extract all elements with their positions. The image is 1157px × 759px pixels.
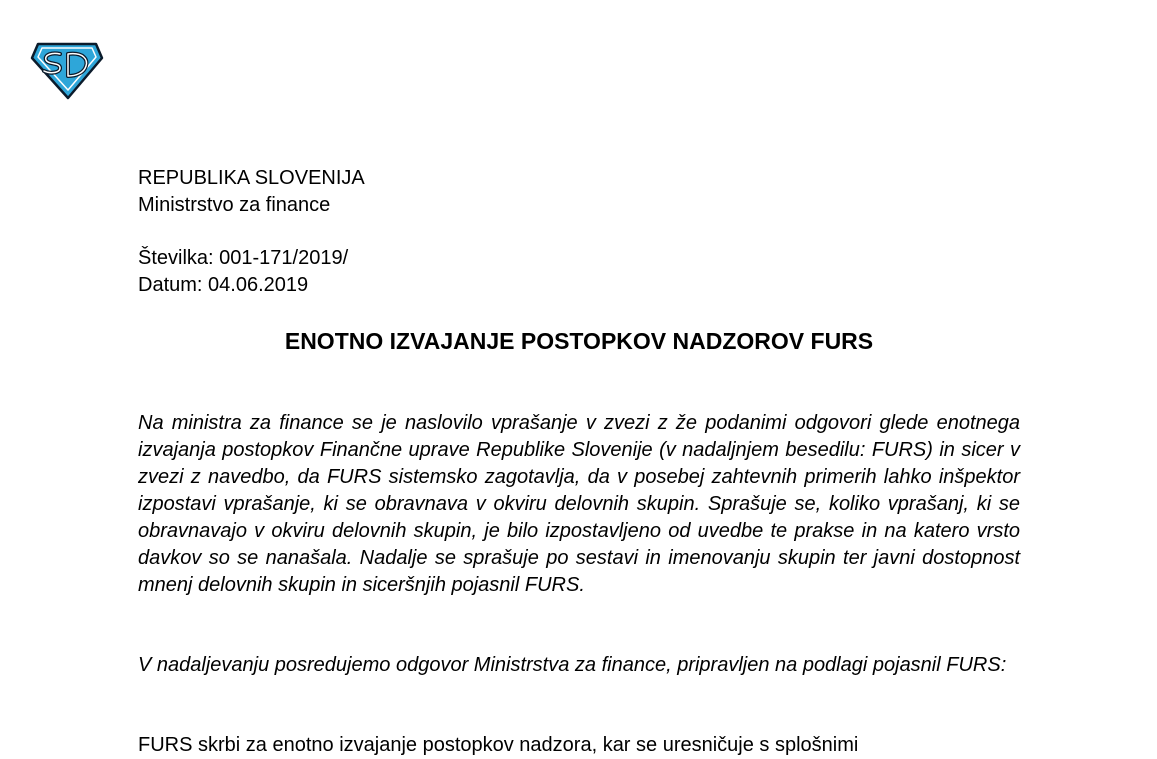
document-meta bbox=[138, 245, 348, 299]
intro-paragraph: V nadaljevanju posredujemo odgovor Ministrstva za finance, pripravljen na podlagi pojasnil FURS: bbox=[138, 654, 1007, 676]
document-date: Datum: 04.06.2019 bbox=[138, 274, 309, 296]
country-name: REPUBLIKA SLOVENIJA bbox=[138, 167, 365, 189]
answer-paragraph: FURS skrbi za enotno izvajanje postopkov nadzora, kar se uresničuje s splošnimi bbox=[138, 734, 859, 756]
issuer-block bbox=[138, 165, 365, 219]
ministry-name: Ministrstvo za finance bbox=[138, 194, 331, 216]
sd-logo-icon bbox=[30, 40, 104, 100]
document-title: ENOTNO IZVAJANJE POSTOPKOV NADZOROV FURS bbox=[284, 328, 874, 354]
document-number: Številka: 001-171/2019/ bbox=[138, 247, 349, 269]
question-paragraph: Na ministra za finance se je naslovilo vprašanje v zvezi z že podanimi odgovori glede enotnega izvajanja postopkov Finančne uprave Republike Slovenije (v nadaljnjem besedilu: FURS) in sicer v zvezi z navedbo, da FURS sistemsko zagotavlja, da v posebej zahtevnih primerih lahko inšpektor izpostavi vprašanje, ki se obravnava v okviru delovnih skupin. Sprašuje se, koliko vprašanj, ki se obravnavajo v okviru delovnih skupin, je bilo izpostavljeno od uvedbe te prakse in na katero vrsto davkov so se nanašala. Nadalje se sprašuje po sestavi in imenovanju skupin ter javni dostopnost mnenj delovnih skupin in siceršnjih pojasnil FURS. bbox=[138, 412, 1020, 596]
